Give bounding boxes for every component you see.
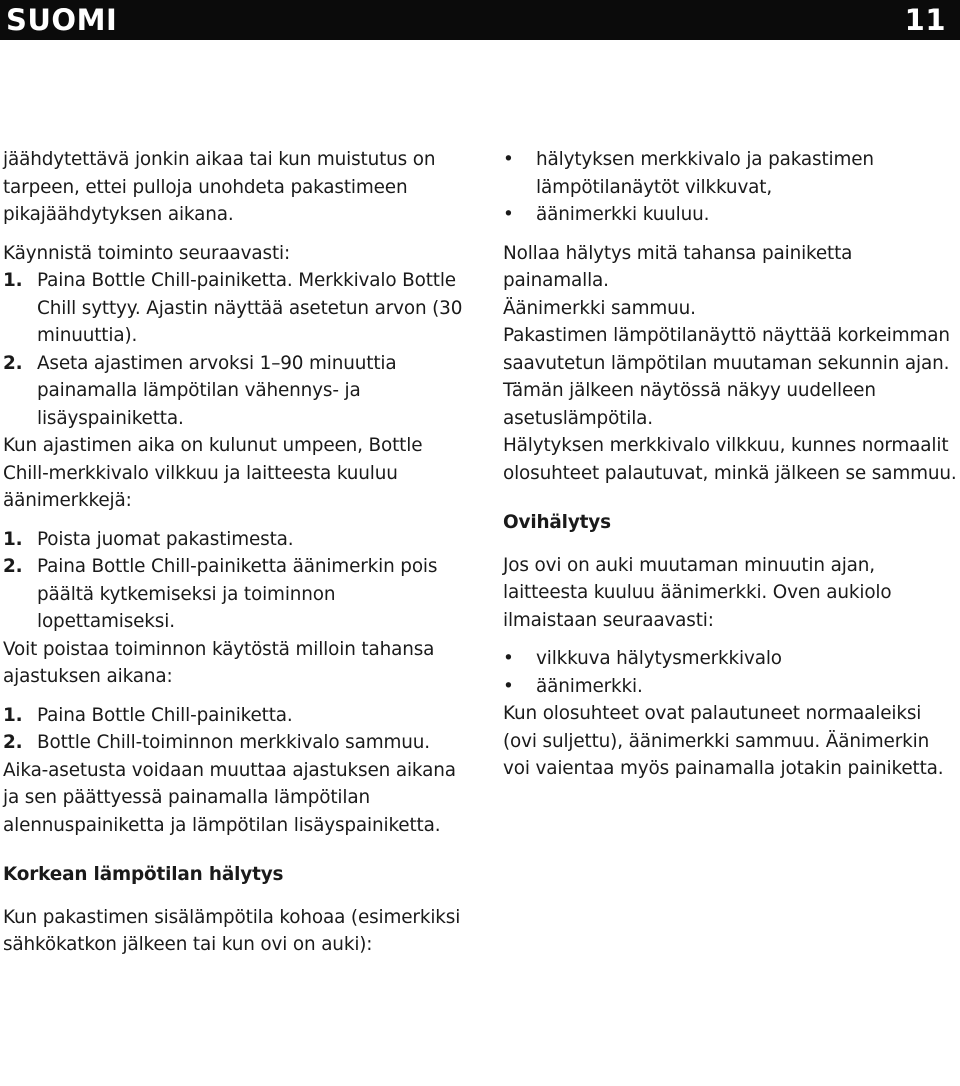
blink-paragraph: Hälytyksen merkkivalo vilkkuu, kunnes normaalit olosuhteet palautuvat, minkä jälkeen se sammuu. [503,435,957,484]
bullet-icon: • [503,675,514,697]
steps-disable-list [3,702,473,757]
list-item [503,645,958,673]
steps-timer-list [3,526,473,636]
bullet-text: vilkkuva hälytysmerkkivalo [536,648,782,669]
bullet-icon: • [503,149,514,170]
step-number: 2. [3,732,23,753]
list-item [3,553,473,636]
timer-paragraph: Kun ajastimen aika on kulunut umpeen, Bottle Chill-merkkivalo vilkkuu ja laitteesta kuuluu äänimerkkejä: [3,435,423,511]
list-item [503,201,958,229]
time-change-paragraph: Aika-asetusta voidaan muuttaa ajastuksen aikana ja sen päättyessä painamalla lämpötilan alennuspainiketta ja lämpötilan lisäyspainiketta. [3,759,456,836]
step-text: Paina Bottle Chill-painiketta äänimerkin pois päältä kytkemiseksi ja toiminnon lopettamiseksi. [37,556,438,632]
page-header [0,0,960,40]
door-bullet-list [503,645,958,700]
bullet-text: äänimerkki kuuluu. [536,204,710,225]
step-text: Aseta ajastimen arvoksi 1–90 minuuttia painamalla lämpötilan vähennys- ja lisäyspainiketta. [37,352,397,429]
step-text: Paina Bottle Chill-painiketta. [37,704,293,726]
left-column [3,146,473,959]
step-number: 2. [3,352,23,374]
step-text: Paina Bottle Chill-painiketta. Merkkivalo Bottle Chill syttyy. Ajastin näyttää asetetun arvon (30 minuuttia). [37,270,463,346]
language-title: SUOMI [6,3,118,37]
bullet-icon: • [503,204,514,225]
page-number: 11 [904,3,946,37]
start-instruction: Käynnistä toiminto seuraavasti: [3,242,291,264]
step-text: Poista juomat pakastimesta. [37,528,294,550]
bullet-text: äänimerkki. [536,675,643,697]
display-paragraph: Pakastimen lämpötilanäyttö näyttää korkeimman saavutetun lämpötilan muutaman sekunnin ajan. Tämän jälkeen näytössä näkyy uudelleen asetuslämpötila. [503,325,950,429]
steps-start-list [3,267,473,432]
door-paragraph: Jos ovi on auki muutaman minuutin ajan, laitteesta kuuluu äänimerkki. Oven aukiolo ilmaistaan seuraavasti: [503,554,892,631]
list-item [503,673,958,701]
step-number: 1. [3,528,23,550]
disable-paragraph: Voit poistaa toiminnon käytöstä milloin tahansa ajastuksen aikana: [3,638,435,687]
high-temp-alarm-heading: Korkean lämpötilan hälytys [3,864,284,885]
final-paragraph: Kun olosuhteet ovat palautuneet normaaleiksi (ovi suljettu), äänimerkki sammuu. Äänimerkin voi vaientaa myös painamalla jotakin painiketta. [503,703,944,779]
step-number: 1. [3,704,23,726]
list-item [3,729,473,757]
alarm-paragraph: Kun pakastimen sisälämpötila kohoaa (esimerkiksi sähkökatkon jälkeen tai kun ovi on auki): [3,906,461,955]
alarm-bullet-list [503,146,958,229]
list-item [3,702,473,730]
step-number: 2. [3,556,23,577]
step-text: Bottle Chill-toiminnon merkkivalo sammuu. [37,732,430,753]
list-item [3,267,473,350]
step-number: 1. [3,270,23,291]
list-item [3,526,473,554]
bullet-text: hälytyksen merkkivalo ja pakastimen lämpötilanäytöt vilkkuvat, [536,149,874,198]
list-item [503,146,958,201]
bullet-icon: • [503,648,514,669]
reset-paragraph: Nollaa hälytys mitä tahansa painiketta painamalla. [503,242,853,291]
sound-off-paragraph: Äänimerkki sammuu. [503,297,696,319]
intro-paragraph: jäähdytettävä jonkin aikaa tai kun muistutus on tarpeen, ettei pulloja unohdeta pakastimeen pikajäähdytyksen aikana. [3,149,436,225]
list-item [3,350,473,433]
door-alarm-heading: Ovihälytys [503,512,611,533]
right-column [503,146,958,783]
